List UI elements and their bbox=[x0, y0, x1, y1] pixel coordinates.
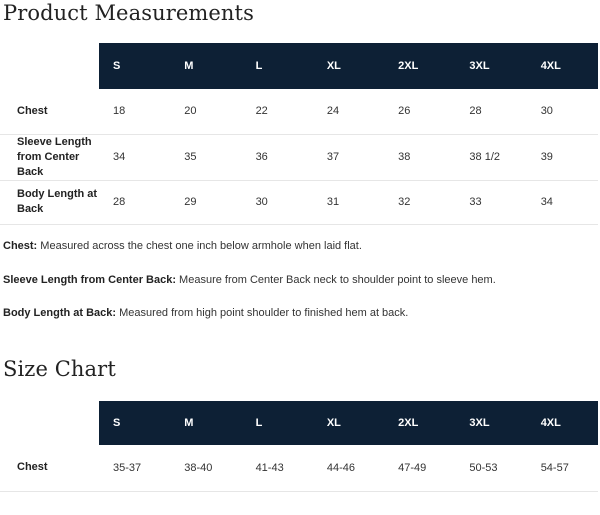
table-cell: 50-53 bbox=[455, 445, 526, 491]
note-sleeve-length bbox=[3, 274, 496, 286]
table-cell: 35-37 bbox=[99, 445, 170, 491]
size-header-3xl: 3XL bbox=[455, 401, 526, 445]
table-cell: 38-40 bbox=[170, 445, 241, 491]
row-label-sleeve-length: Sleeve Length from Center Back bbox=[0, 134, 99, 180]
size-header-4xl: 4XL bbox=[527, 43, 598, 89]
table-cell: 44-46 bbox=[313, 445, 384, 491]
table-header-row bbox=[0, 401, 598, 445]
table-cell: 41-43 bbox=[242, 445, 313, 491]
note-term: Body Length at Back: bbox=[3, 307, 117, 319]
row-label-chest: Chest bbox=[0, 445, 99, 491]
table-cell: 20 bbox=[170, 89, 241, 134]
size-header-m: M bbox=[170, 401, 241, 445]
table-header-row bbox=[0, 43, 598, 89]
table-cell: 28 bbox=[99, 180, 170, 224]
table-cell: 38 bbox=[384, 134, 455, 180]
note-text: Measured from high point shoulder to finished hem at back. bbox=[116, 307, 409, 319]
row-label-body-length: Body Length at Back bbox=[0, 180, 99, 224]
table-cell: 18 bbox=[99, 89, 170, 134]
note-chest bbox=[3, 240, 362, 252]
table-cell: 38 1/2 bbox=[455, 134, 526, 180]
table-cell: 37 bbox=[313, 134, 384, 180]
size-header-s: S bbox=[99, 401, 170, 445]
size-header-xl: XL bbox=[313, 43, 384, 89]
table-cell: 30 bbox=[527, 89, 598, 134]
table-cell: 36 bbox=[242, 134, 313, 180]
table-cell: 33 bbox=[455, 180, 526, 224]
note-term: Sleeve Length from Center Back: bbox=[3, 274, 176, 286]
note-text: Measure from Center Back neck to shoulder point to sleeve hem. bbox=[176, 274, 496, 286]
table-row bbox=[0, 134, 598, 180]
table-row bbox=[0, 180, 598, 224]
header-blank-cell bbox=[0, 43, 99, 89]
size-header-m: M bbox=[170, 43, 241, 89]
row-label-chest: Chest bbox=[0, 89, 99, 134]
size-chart-title: Size Chart bbox=[3, 357, 116, 381]
table-cell: 28 bbox=[455, 89, 526, 134]
note-term: Chest: bbox=[3, 240, 38, 252]
table-cell: 31 bbox=[313, 180, 384, 224]
product-measurements-table bbox=[0, 43, 598, 225]
table-cell: 34 bbox=[99, 134, 170, 180]
size-chart-table bbox=[0, 401, 598, 492]
size-header-s: S bbox=[99, 43, 170, 89]
size-header-l: L bbox=[242, 43, 313, 89]
size-header-2xl: 2XL bbox=[384, 401, 455, 445]
note-body-length bbox=[3, 307, 408, 319]
table-cell: 24 bbox=[313, 89, 384, 134]
table-cell: 22 bbox=[242, 89, 313, 134]
size-header-l: L bbox=[242, 401, 313, 445]
product-measurements-title: Product Measurements bbox=[3, 1, 254, 25]
table-cell: 29 bbox=[170, 180, 241, 224]
table-cell: 39 bbox=[527, 134, 598, 180]
header-blank-cell bbox=[0, 401, 99, 445]
table-cell: 54-57 bbox=[527, 445, 598, 491]
table-row bbox=[0, 89, 598, 134]
table-cell: 47-49 bbox=[384, 445, 455, 491]
size-header-4xl: 4XL bbox=[527, 401, 598, 445]
table-cell: 26 bbox=[384, 89, 455, 134]
note-text: Measured across the chest one inch below armhole when laid flat. bbox=[37, 240, 362, 252]
table-cell: 34 bbox=[527, 180, 598, 224]
size-header-2xl: 2XL bbox=[384, 43, 455, 89]
size-header-3xl: 3XL bbox=[455, 43, 526, 89]
table-cell: 32 bbox=[384, 180, 455, 224]
table-row bbox=[0, 445, 598, 491]
table-cell: 30 bbox=[242, 180, 313, 224]
size-header-xl: XL bbox=[313, 401, 384, 445]
table-cell: 35 bbox=[170, 134, 241, 180]
